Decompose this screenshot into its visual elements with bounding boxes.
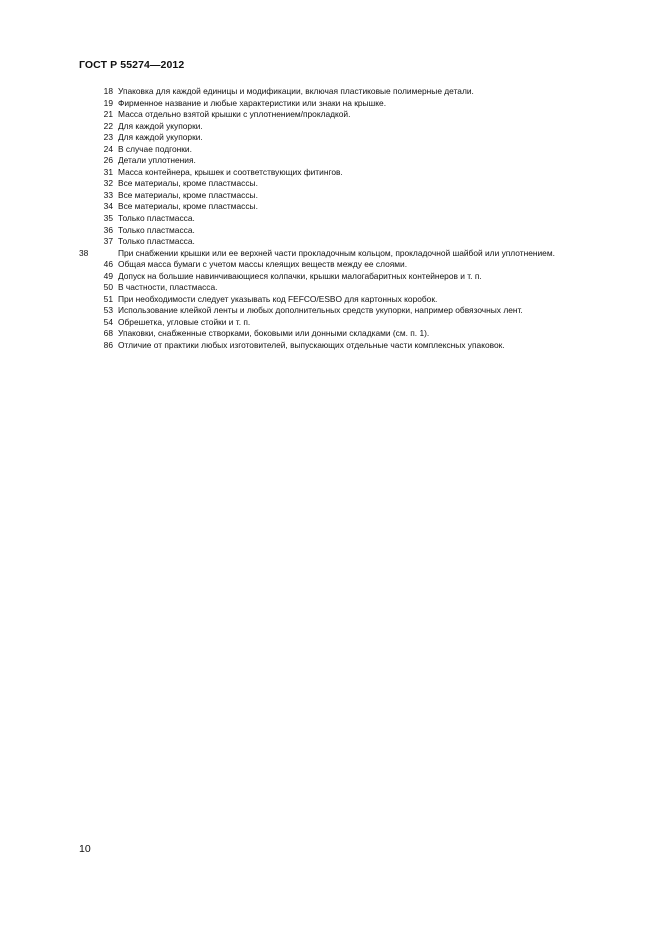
note-item bbox=[79, 167, 615, 179]
note-text: Допуск на большие навинчивающиеся колпачки, крышки малогабаритных контейнеров и т. п. bbox=[118, 270, 482, 281]
note-number: 23 bbox=[103, 132, 113, 143]
note-text: Упаковки, снабженные створками, боковыми или донными складками (см. п. 1). bbox=[118, 328, 430, 339]
note-number: 53 bbox=[103, 305, 113, 316]
note-text: При необходимости следует указывать код FEFCO/ESBO для картонных коробок. bbox=[118, 293, 438, 304]
note-text: Отличие от практики любых изготовителей, выпускающих отдельные части комплексных упаковок. bbox=[118, 340, 505, 351]
note-text: Только пластмасса. bbox=[118, 236, 195, 247]
note-number: 51 bbox=[103, 293, 113, 304]
note-number: 21 bbox=[103, 109, 113, 120]
note-number: 37 bbox=[103, 236, 113, 247]
page-number: 10 bbox=[79, 843, 91, 855]
note-item bbox=[79, 132, 615, 144]
note-text: Для каждой укупорки. bbox=[118, 120, 203, 131]
note-number: 22 bbox=[103, 120, 113, 131]
note-item bbox=[79, 121, 615, 133]
note-text: Для каждой укупорки. bbox=[118, 132, 203, 143]
notes-list bbox=[79, 86, 615, 352]
note-number: 49 bbox=[103, 270, 113, 281]
note-item bbox=[79, 144, 615, 156]
note-number: 50 bbox=[103, 282, 113, 293]
note-text: Фирменное название и любые характеристики или знаки на крышке. bbox=[118, 97, 387, 108]
note-item bbox=[79, 340, 615, 352]
note-item bbox=[79, 98, 615, 110]
note-text: Все материалы, кроме пластмассы. bbox=[118, 178, 258, 189]
note-number: 32 bbox=[103, 178, 113, 189]
note-text: В случае подгонки. bbox=[118, 143, 192, 154]
note-text: Все материалы, кроме пластмассы. bbox=[118, 189, 258, 200]
note-number: 38 bbox=[79, 247, 89, 258]
note-item bbox=[79, 109, 615, 121]
note-number: 34 bbox=[103, 201, 113, 212]
note-number: 86 bbox=[103, 340, 113, 351]
note-item bbox=[79, 271, 615, 283]
note-number: 31 bbox=[103, 166, 113, 177]
note-item bbox=[79, 294, 615, 306]
note-text: Все материалы, кроме пластмассы. bbox=[118, 201, 258, 212]
note-item bbox=[79, 178, 615, 190]
note-number: 19 bbox=[103, 97, 113, 108]
note-item bbox=[79, 86, 615, 98]
note-number: 54 bbox=[103, 316, 113, 327]
note-number: 18 bbox=[103, 86, 113, 96]
note-text: Детали уплотнения. bbox=[118, 155, 196, 166]
note-item bbox=[79, 225, 615, 237]
note-number: 36 bbox=[103, 224, 113, 235]
document-header: ГОСТ Р 55274—2012 bbox=[79, 59, 185, 71]
note-item bbox=[79, 317, 615, 329]
note-text: Упаковка для каждой единицы и модификации, включая пластиковые полимерные детали. bbox=[118, 86, 474, 96]
note-text: Использование клейкой ленты и любых дополнительных средств укупорки, например обвязочных лент. bbox=[118, 305, 523, 316]
note-text: Обрешетка, угловые стойки и т. п. bbox=[118, 316, 251, 327]
note-text: Только пластмасса. bbox=[118, 213, 195, 224]
note-number: 24 bbox=[103, 143, 113, 154]
note-item bbox=[79, 305, 615, 317]
note-number: 46 bbox=[103, 259, 113, 270]
note-item bbox=[79, 201, 615, 213]
note-text: Масса отдельно взятой крышки с уплотнением/прокладкой. bbox=[118, 109, 351, 120]
note-text: При снабжении крышки или ее верхней части прокладочным кольцом, прокладочной шайбой или уплотнением. bbox=[118, 247, 555, 258]
note-text: В частности, пластмасса. bbox=[118, 282, 218, 293]
note-number: 35 bbox=[103, 213, 113, 224]
note-item bbox=[79, 259, 615, 271]
note-text: Только пластмасса. bbox=[118, 224, 195, 235]
note-number: 33 bbox=[103, 189, 113, 200]
note-text: Масса контейнера, крышек и соответствующих фитингов. bbox=[118, 166, 343, 177]
note-item bbox=[79, 282, 615, 294]
note-item bbox=[79, 236, 615, 248]
note-item bbox=[79, 190, 615, 202]
note-item bbox=[79, 213, 615, 225]
note-item bbox=[79, 328, 615, 340]
note-number: 26 bbox=[103, 155, 113, 166]
note-item bbox=[79, 155, 615, 167]
note-number: 68 bbox=[103, 328, 113, 339]
note-text: Общая масса бумаги с учетом массы клеящих веществ между ее слоями. bbox=[118, 259, 408, 270]
note-item bbox=[79, 248, 615, 260]
